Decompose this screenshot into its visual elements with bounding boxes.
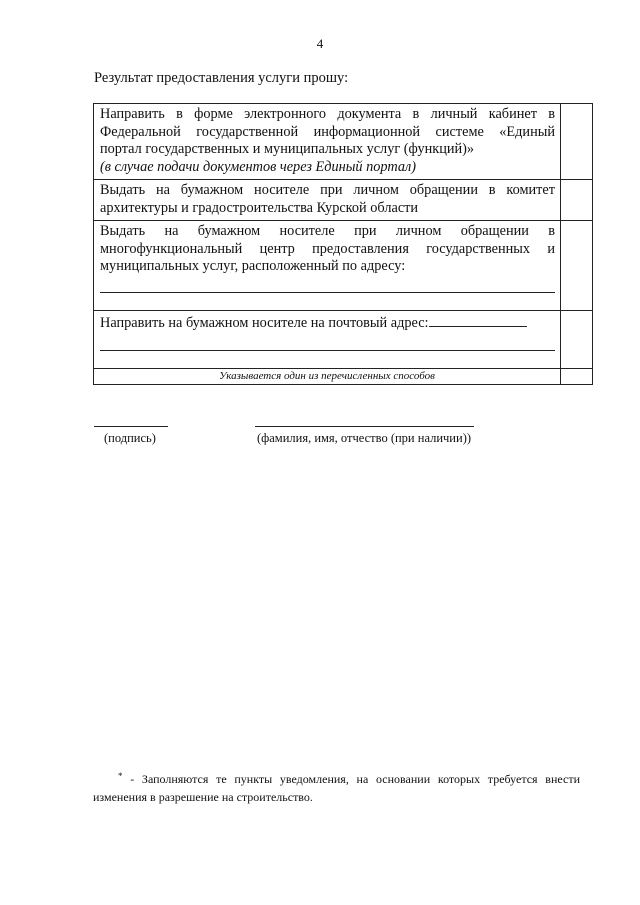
postal-address-field[interactable] (100, 332, 555, 351)
page-number: 4 (316, 36, 324, 51)
option-electronic-note: (в случае подачи документов через Единый портал) (100, 158, 417, 175)
delivery-options-table (93, 103, 593, 385)
option-checkbox-paper-mfc[interactable] (561, 221, 593, 311)
option-paper-mfc-line-1: Выдать на бумажном носителе при личном обращении в (100, 223, 555, 239)
option-checkbox-paper-committee[interactable] (561, 180, 593, 221)
full-name-caption: (фамилия, имя, отчество (при наличии)) (257, 431, 472, 445)
option-text-paper-committee (94, 180, 561, 221)
full-name-line[interactable] (255, 426, 474, 427)
footnote (93, 771, 580, 806)
option-text-electronic (94, 104, 561, 180)
option-paper-mfc-line-2: многофункциональный центр предоставления государственных и (100, 240, 555, 257)
footnote-mark: * (118, 771, 123, 781)
option-row-paper-committee (94, 180, 593, 221)
option-electronic-line-1: Направить в форме электронного документа в личный кабинет в (100, 106, 555, 122)
option-electronic-line-2: Федеральной государственной информационной системе «Единый (100, 123, 555, 140)
row-spacer (100, 351, 555, 365)
option-checkbox-paper-post[interactable] (561, 310, 593, 369)
option-paper-committee-line-1: Выдать на бумажном носителе при личном обращении в комитет (100, 182, 555, 198)
option-row-paper-mfc (94, 221, 593, 311)
signature-line[interactable] (94, 426, 168, 427)
options-footer-note: Указывается один из перечисленных способов (94, 369, 561, 385)
option-text-paper-mfc (94, 221, 561, 311)
option-paper-post-label: Направить на бумажном носителе на почтовый адрес: (100, 314, 429, 331)
option-paper-post-line (100, 313, 555, 333)
option-row-paper-post (94, 310, 593, 369)
option-row-electronic (94, 104, 593, 180)
option-row-footer (94, 369, 593, 385)
signature-caption: (подпись) (104, 431, 156, 445)
option-paper-mfc-line-3: муниципальных услуг, расположенный по адресу: (100, 258, 406, 274)
mfc-address-field[interactable] (100, 276, 555, 293)
row-spacer (100, 293, 555, 307)
option-text-paper-post (94, 310, 561, 369)
footer-empty-cell (561, 369, 593, 385)
postal-address-field-inline[interactable] (429, 313, 527, 327)
option-electronic-line-3: портал государственных и муниципальных услуг (функций)» (100, 141, 475, 157)
footnote-text: - Заполняются те пункты уведомления, на основании которых требуется внести изменения в разрешение на строительство. (93, 772, 580, 804)
result-intro-text: Результат предоставления услуги прошу: (94, 70, 349, 86)
option-paper-committee-line-2: архитектуры и градостроительства Курской области (100, 199, 419, 216)
option-checkbox-electronic[interactable] (561, 104, 593, 180)
